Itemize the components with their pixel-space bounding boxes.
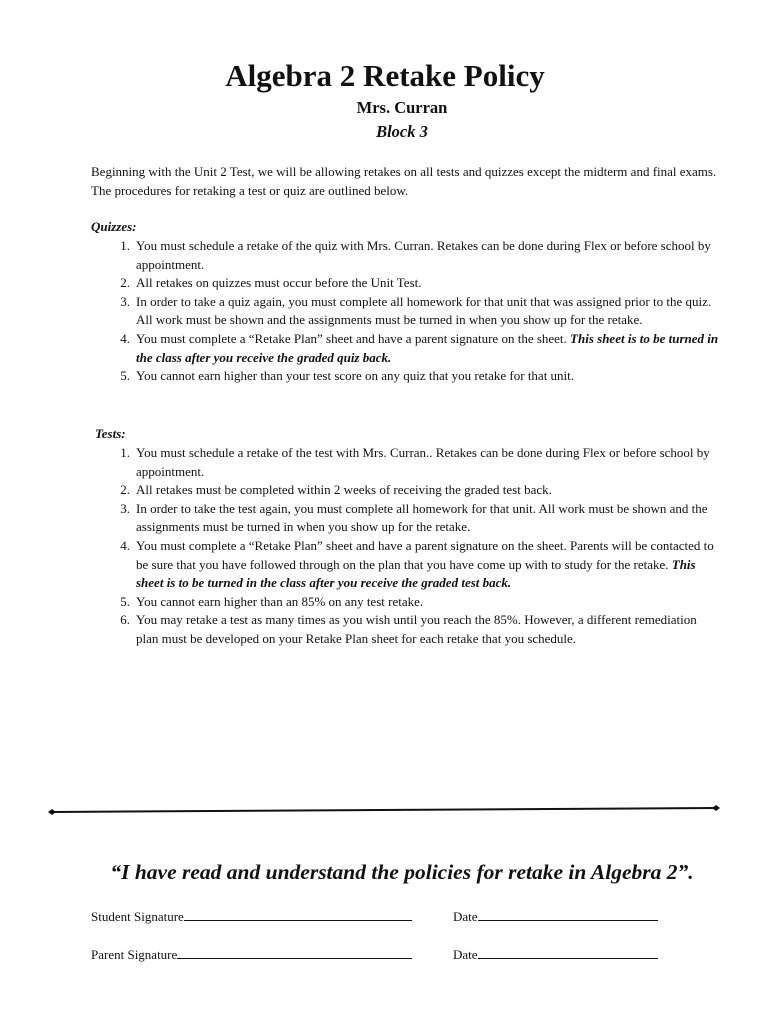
item-emphasis: This sheet is to be turned in the class after you receive the graded quiz back. xyxy=(136,330,719,365)
item-number: 1. xyxy=(120,238,130,253)
list-item xyxy=(120,444,720,481)
parent-signature-line[interactable] xyxy=(177,946,412,959)
item-number: 5. xyxy=(120,368,130,384)
item-text: In order to take a quiz again, you must complete all homework for that unit that was assigned prior to the quiz. All work must be shown and the assignments must be turned in when you show up for the retake. xyxy=(136,293,712,328)
teacher-name: Mrs. Curran xyxy=(356,98,448,117)
item-text: You must complete a “Retake Plan” sheet and have a parent signature on the sheet. xyxy=(136,330,571,346)
item-number: 3. xyxy=(120,500,130,516)
item-text: You may retake a test as many times as you wish until you reach the 85%. However, a different remediation plan must be developed on your Retake Plan sheet for each retake that you schedule. xyxy=(136,612,697,646)
list-item xyxy=(120,500,720,537)
item-number: 5. xyxy=(120,593,130,609)
list-item xyxy=(120,237,720,274)
student-signature-label: Student Signature xyxy=(91,909,184,924)
acknowledgement-statement: “I have read and understand the policies for retake in Algebra 2”. xyxy=(110,860,694,884)
student-date-label: Date xyxy=(453,909,478,924)
item-text: You cannot earn higher than your test score on any quiz that you retake for that unit. xyxy=(136,368,575,384)
item-number: 1. xyxy=(120,445,130,460)
parent-date-field[interactable] xyxy=(453,946,658,963)
item-text: All retakes must be completed within 2 weeks of receiving the graded test back. xyxy=(136,482,552,498)
list-item xyxy=(120,593,720,612)
parent-signature-label: Parent Signature xyxy=(91,947,178,962)
parent-date-label: Date xyxy=(453,947,478,962)
item-number: 4. xyxy=(120,330,130,346)
tests-heading: Tests: xyxy=(95,426,126,441)
student-signature-field[interactable] xyxy=(91,908,412,925)
quizzes-list xyxy=(120,237,720,386)
parent-date-line[interactable] xyxy=(478,946,658,959)
parent-signature-field[interactable] xyxy=(91,946,412,963)
tests-list xyxy=(120,444,720,649)
item-text: You must complete a “Retake Plan” sheet and have a parent signature on the sheet. Parents will be contacted to be sure that you have followed through on the plan that you have come up with to study for the retake. xyxy=(136,537,714,572)
student-signature-line[interactable] xyxy=(184,908,412,921)
item-text: You cannot earn higher than an 85% on any test retake. xyxy=(136,593,424,609)
list-item xyxy=(120,537,720,593)
list-item xyxy=(120,330,720,367)
item-emphasis: This sheet is to be turned in the class after you receive the graded test back. xyxy=(136,556,696,591)
page-title: Algebra 2 Retake Policy xyxy=(225,58,545,93)
class-block: Block 3 xyxy=(376,122,428,141)
item-text: In order to take the test again, you must complete all homework for that unit. All work must be shown and the assignments must be turned in when you show up for the retake. xyxy=(136,500,708,535)
item-number: 4. xyxy=(120,537,130,553)
list-item xyxy=(120,367,720,386)
quizzes-heading: Quizzes: xyxy=(91,219,137,234)
list-item xyxy=(120,611,720,648)
item-number: 3. xyxy=(120,293,130,309)
item-text: All retakes on quizzes must occur before the Unit Test. xyxy=(136,275,422,291)
section-divider xyxy=(48,800,720,820)
item-text: You must schedule a retake of the quiz with Mrs. Curran. Retakes can be done during Flex or before school by appointment. xyxy=(136,238,711,272)
list-item xyxy=(120,274,720,293)
item-number: 2. xyxy=(120,482,130,498)
item-number: 2. xyxy=(120,275,130,291)
item-number: 6. xyxy=(120,612,130,628)
student-date-field[interactable] xyxy=(453,908,658,925)
item-text: You must schedule a retake of the test with Mrs. Curran.. Retakes can be done during Flex or before school by appointment. xyxy=(136,445,710,479)
list-item xyxy=(120,481,720,500)
list-item xyxy=(120,293,720,330)
student-date-line[interactable] xyxy=(478,908,658,921)
intro-paragraph: Beginning with the Unit 2 Test, we will be allowing retakes on all tests and quizzes except the midterm and final exams. The procedures for retaking a test or quiz are outlined below. xyxy=(91,164,717,198)
